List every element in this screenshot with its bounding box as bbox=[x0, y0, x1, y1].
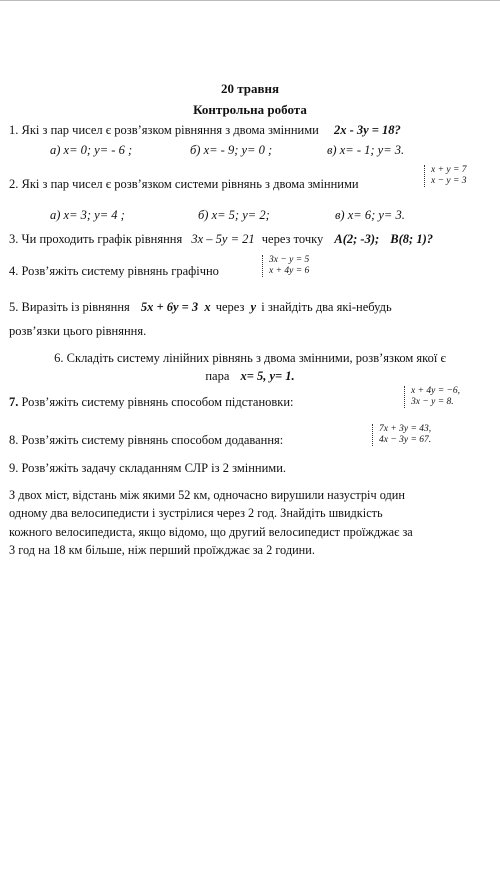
system-brace-icon bbox=[372, 424, 377, 446]
question-5-line-2: розв’язки цього рівняння. bbox=[9, 324, 147, 338]
question-1-text: 1. Які з пар чисел є розв’язком рівняння з двома змінними bbox=[9, 123, 319, 137]
question-2-text: 2. Які з пар чисел є розв’язком системи рівнянь з двома змінними bbox=[9, 177, 359, 191]
system-brace-icon bbox=[262, 255, 267, 277]
question-4-text: 4. Розв’яжіть систему рівнянь графічно bbox=[9, 264, 219, 278]
q1-option-c: в) x= - 1; y= 3. bbox=[327, 143, 405, 157]
question-4-system: 3x − y = 5 x + 4y = 6 bbox=[262, 255, 309, 277]
q2-option-b: б) x= 5; y= 2; bbox=[198, 208, 270, 222]
question-6-answer-pair: x= 5, y= 1. bbox=[240, 369, 295, 383]
question-2-system: x + y = 7 x − y = 3 bbox=[424, 165, 467, 187]
question-6-line-1: 6. Складіть систему лінійних рівнянь з двома змінними, розв’язком якої є bbox=[54, 351, 446, 365]
problem-line-1: З двох міст, відстань між якими 52 км, одночасно вирушили назустріч один bbox=[9, 488, 405, 502]
system-brace-icon bbox=[424, 165, 429, 187]
question-7-system: x + 4y = −6, 3x − y = 8. bbox=[404, 386, 460, 408]
q2-option-c: в) x= 6; y= 3. bbox=[335, 208, 405, 222]
problem-line-3: кожного велосипедиста, якщо відомо, що другий велосипедист проїжджає за bbox=[9, 525, 413, 539]
date-heading: 20 травня bbox=[220, 81, 280, 96]
question-3-equation: 3x – 5y = 21 bbox=[191, 232, 255, 246]
question-7: 7. Розв’яжіть систему рівнянь способом підстановки: bbox=[9, 395, 294, 409]
system-brace-icon bbox=[404, 386, 409, 408]
point-a: A(2; -3); bbox=[334, 232, 380, 246]
question-9-text: 9. Розв’яжіть задачу складанням СЛР із 2 змінними. bbox=[9, 461, 287, 475]
page-title: Контрольна робота bbox=[193, 102, 307, 117]
question-8-system: 7x + 3y = 43, 4x − 3y = 67. bbox=[372, 424, 431, 446]
q2-option-a: а) x= 3; y= 4 ; bbox=[50, 208, 125, 222]
question-1-equation: 2x - 3y = 18? bbox=[333, 123, 401, 137]
question-3: 3. Чи проходить графік рівняння 3x – 5y = 21 через точку A(2; -3); B(8; 1)? bbox=[9, 232, 433, 246]
question-6-line-2: пара x= 5, y= 1. bbox=[205, 369, 295, 383]
question-1 bbox=[9, 123, 401, 138]
point-b: B(8; 1)? bbox=[390, 232, 433, 246]
problem-line-2: одному два велосипедисти і зустрілися через 2 год. Знайдіть швидкість bbox=[9, 506, 383, 520]
question-5-equation: 5x + 6y = 3 bbox=[140, 300, 199, 314]
problem-line-4: 3 год на 18 км більше, ніж перший проїжджає за 2 години. bbox=[9, 543, 315, 557]
q1-option-b: б) x= - 9; y= 0 ; bbox=[190, 143, 273, 157]
q1-option-a: а) x= 0; y= - 6 ; bbox=[50, 143, 133, 157]
question-5: 5. Виразіть із рівняння 5x + 6y = 3 x через y і знайдіть два які-небудь bbox=[9, 300, 392, 314]
question-8-text: 8. Розв’яжіть систему рівнянь способом додавання: bbox=[9, 433, 284, 447]
